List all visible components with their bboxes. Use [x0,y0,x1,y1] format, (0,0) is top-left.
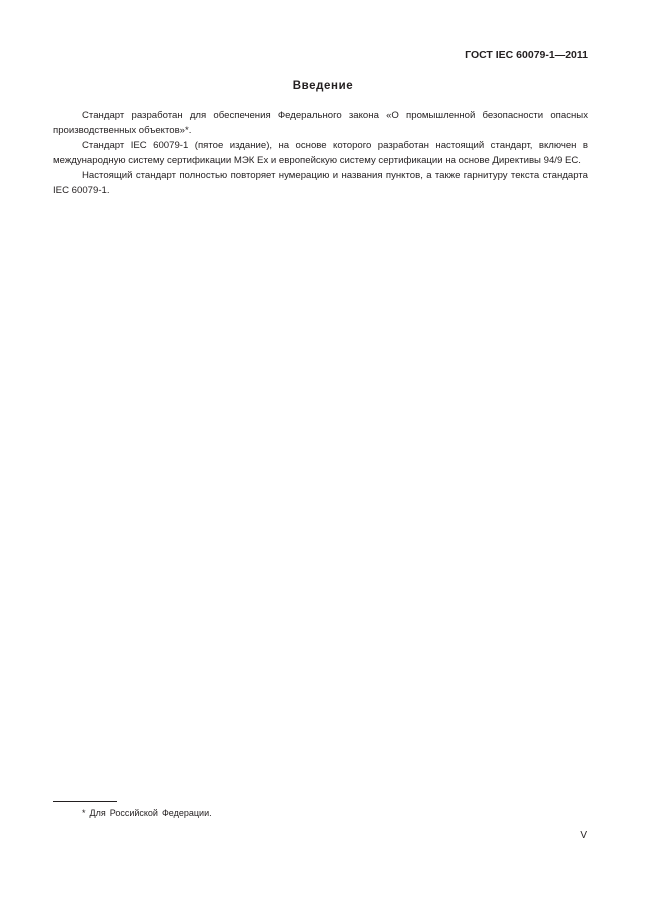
page-number: V [580,830,587,841]
footnote: * Для Российской Федерации. [82,808,212,818]
standard-code-header: ГОСТ IEC 60079-1—2011 [465,49,588,61]
paragraph-1: Стандарт разработан для обеспечения Федерального закона «О промышленной безопасности опасных производственных объектов»*. [53,110,588,136]
footnote-divider [53,801,117,802]
paragraph-2: Стандарт IEC 60079-1 (пятое издание), на основе которого разработан настоящий стандарт, включен в международную систему сертификации МЭК Ех и европейскую систему сертификации на основе Директивы 94/9 ЕС. [53,140,588,166]
section-body [53,108,588,198]
paragraph-3: Настоящий стандарт полностью повторяет нумерацию и названия пунктов, а также гарнитуру текста стандарта IEC 60079-1. [53,170,588,196]
section-title: Введение [292,80,354,92]
